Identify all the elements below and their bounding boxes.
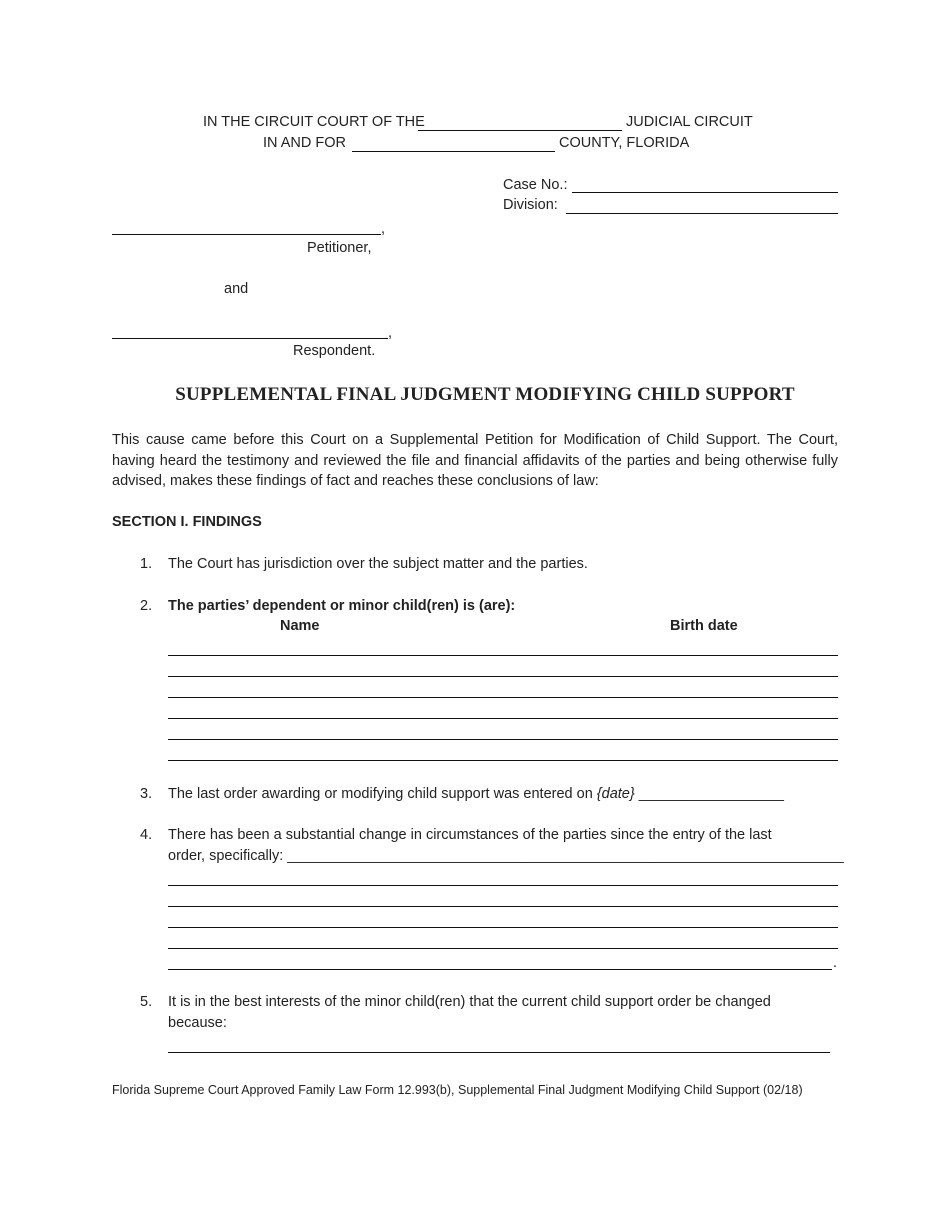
court-header-line1-prefix: IN THE CIRCUIT COURT OF THE	[203, 114, 425, 130]
item3-date-hint: {date}	[596, 786, 635, 802]
case-no-label: Case No.:	[503, 177, 568, 193]
division-blank[interactable]	[566, 213, 838, 214]
item-number: 2.	[140, 598, 153, 614]
petitioner-name-blank[interactable]	[112, 234, 381, 235]
best-interest-explanation-line[interactable]	[168, 1052, 830, 1053]
item4-text-line1: There has been a substantial change in circumstances of the parties since the entry of the last	[168, 827, 772, 843]
item-number: 1.	[140, 556, 153, 572]
document-title: SUPPLEMENTAL FINAL JUDGMENT MODIFYING CHILD SUPPORT	[175, 384, 795, 405]
child-entry-line[interactable]	[168, 655, 838, 656]
court-header-line2-prefix: IN AND FOR	[263, 135, 346, 151]
judicial-circuit-blank[interactable]	[418, 130, 622, 131]
child-entry-line[interactable]	[168, 676, 838, 677]
item4-period: .	[833, 955, 838, 971]
petitioner-comma: ,	[381, 221, 386, 237]
division-label: Division:	[503, 197, 558, 213]
change-explanation-line[interactable]	[168, 969, 832, 970]
and-label: and	[224, 281, 249, 297]
item-number: 4.	[140, 827, 153, 843]
item3-date-blank[interactable]: __________________	[634, 786, 784, 802]
child-entry-line[interactable]	[168, 718, 838, 719]
item3-text	[168, 786, 784, 802]
item5-text-line2: because:	[168, 1015, 227, 1031]
item1-text: The Court has jurisdiction over the subject matter and the parties.	[168, 556, 588, 572]
item-number: 5.	[140, 994, 153, 1010]
petitioner-label: Petitioner,	[307, 240, 372, 256]
change-explanation-line[interactable]	[168, 927, 838, 928]
intro-paragraph: This cause came before this Court on a Supplemental Petition for Modification of Child Support. The Court, having heard the testimony and reviewed the file and financial affidavits of the parties and being otherwise fully advised, makes these findings of fact and reaches these conclusions of law:	[112, 432, 838, 489]
item5-text-line1: It is in the best interests of the minor child(ren) that the current child support order be changed	[168, 994, 771, 1010]
respondent-comma: ,	[388, 325, 393, 341]
case-no-blank[interactable]	[572, 192, 838, 193]
court-header-line1-suffix: JUDICIAL CIRCUIT	[626, 114, 753, 130]
form-footer: Florida Supreme Court Approved Family Law Form 12.993(b), Supplemental Final Judgment Modifying Child Support (02/18)	[112, 1083, 803, 1097]
change-explanation-line[interactable]	[168, 948, 838, 949]
respondent-name-blank[interactable]	[112, 338, 388, 339]
item-number: 3.	[140, 786, 153, 802]
county-blank[interactable]	[352, 151, 555, 152]
change-explanation-line[interactable]	[168, 906, 838, 907]
child-entry-line[interactable]	[168, 739, 838, 740]
column-header-name: Name	[280, 618, 320, 634]
section-heading: SECTION I. FINDINGS	[112, 514, 262, 530]
child-entry-line[interactable]	[168, 697, 838, 698]
item2-text: The parties’ dependent or minor child(ren) is (are):	[168, 598, 516, 614]
child-entry-line[interactable]	[168, 760, 838, 761]
court-header-line2-suffix: COUNTY, FLORIDA	[559, 135, 690, 151]
change-explanation-line[interactable]	[168, 885, 838, 886]
respondent-label: Respondent.	[293, 343, 376, 359]
item3-text-before: The last order awarding or modifying child support was entered on	[168, 786, 597, 802]
column-header-birth-date: Birth date	[670, 618, 738, 634]
item4-text-line2[interactable]: order, specifically: _____________________________________________________________________	[168, 848, 844, 864]
